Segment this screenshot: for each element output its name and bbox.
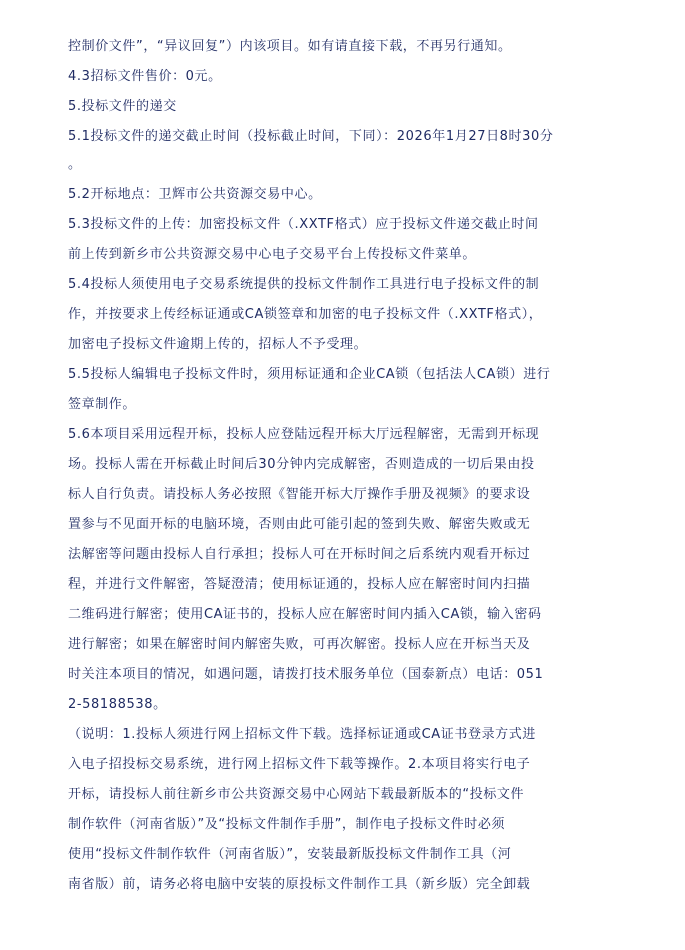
text-line: 5.3投标文件的上传：加密投标文件（.XXTF格式）应于投标文件递交截止时间	[68, 217, 539, 232]
text-line: 5.投标文件的递交	[68, 99, 177, 114]
text-line: 使用“投标文件制作软件（河南省版）”，安装最新版投标文件制作工具（河	[68, 847, 512, 862]
text-line: 前上传到新乡市公共资源交易中心电子交易平台上传投标文件菜单。	[68, 247, 477, 262]
text-line: 场。投标人需在开标截止时间后30分钟内完成解密，否则造成的一切后果由投	[68, 457, 535, 472]
text-line: 5.6本项目采用远程开标，投标人应登陆远程开标大厅远程解密，无需到开标现	[68, 427, 540, 442]
text-line: 南省版）前，请务必将电脑中安装的原投标文件制作工具（新乡版）完全卸载	[68, 877, 531, 892]
text-line: 5.2开标地点：卫辉市公共资源交易中心。	[68, 187, 322, 202]
text-line: 5.1投标文件的递交截止时间（投标截止时间，下同）：2026年1月27日8时30分	[68, 129, 554, 144]
text-line: 时关注本项目的情况，如遇问题，请拨打技术服务单位（国泰新点）电话：051	[68, 667, 544, 682]
text-line: 签章制作。	[68, 397, 137, 412]
text-line: 标人自行负责。请投标人务必按照《智能开标大厅操作手册及视频》的要求设	[68, 487, 531, 502]
text-line: 法解密等问题由投标人自行承担；投标人可在开标时间之后系统内观看开标过	[68, 547, 531, 562]
text-line: 置参与不见面开标的电脑环境，否则由此可能引起的签到失败、解密失败或无	[68, 517, 531, 532]
text-line: 。	[68, 157, 82, 172]
text-line: 4.3招标文件售价：0元。	[68, 69, 222, 84]
text-line: 2-58188538。	[68, 697, 167, 712]
text-line: 5.4投标人须使用电子交易系统提供的投标文件制作工具进行电子投标文件的制	[68, 277, 540, 292]
text-line: 开标，请投标人前往新乡市公共资源交易中心网站下载最新版本的“投标文件	[68, 787, 525, 802]
text-line: 程，并进行文件解密，答疑澄清；使用标证通的，投标人应在解密时间内扫描	[68, 577, 531, 592]
text-line: 入电子招投标交易系统，进行网上招标文件下载等操作。2.本项目将实行电子	[68, 757, 531, 772]
text-line: 制作软件（河南省版）”及“投标文件制作手册”，制作电子投标文件时必须	[68, 817, 506, 832]
text-line: 加密电子投标文件逾期上传的，招标人不予受理。	[68, 337, 368, 352]
text-line: 进行解密；如果在解密时间内解密失败，可再次解密。投标人应在开标当天及	[68, 637, 531, 652]
text-line: 控制价文件”，“异议回复”）内该项目。如有请直接下载，不再另行通知。	[68, 39, 512, 54]
text-line: 5.5投标人编辑电子投标文件时，须用标证通和企业CA锁（包括法人CA锁）进行	[68, 367, 551, 382]
text-line: 二维码进行解密；使用CA证书的，投标人应在解密时间内插入CA锁，输入密码	[68, 607, 542, 622]
text-line: 作，并按要求上传经标证通或CA锁签章和加密的电子投标文件（.XXTF格式），	[68, 307, 543, 322]
text-line: （说明：1.投标人须进行网上招标文件下载。选择标证通或CA证书登录方式进	[68, 727, 536, 742]
